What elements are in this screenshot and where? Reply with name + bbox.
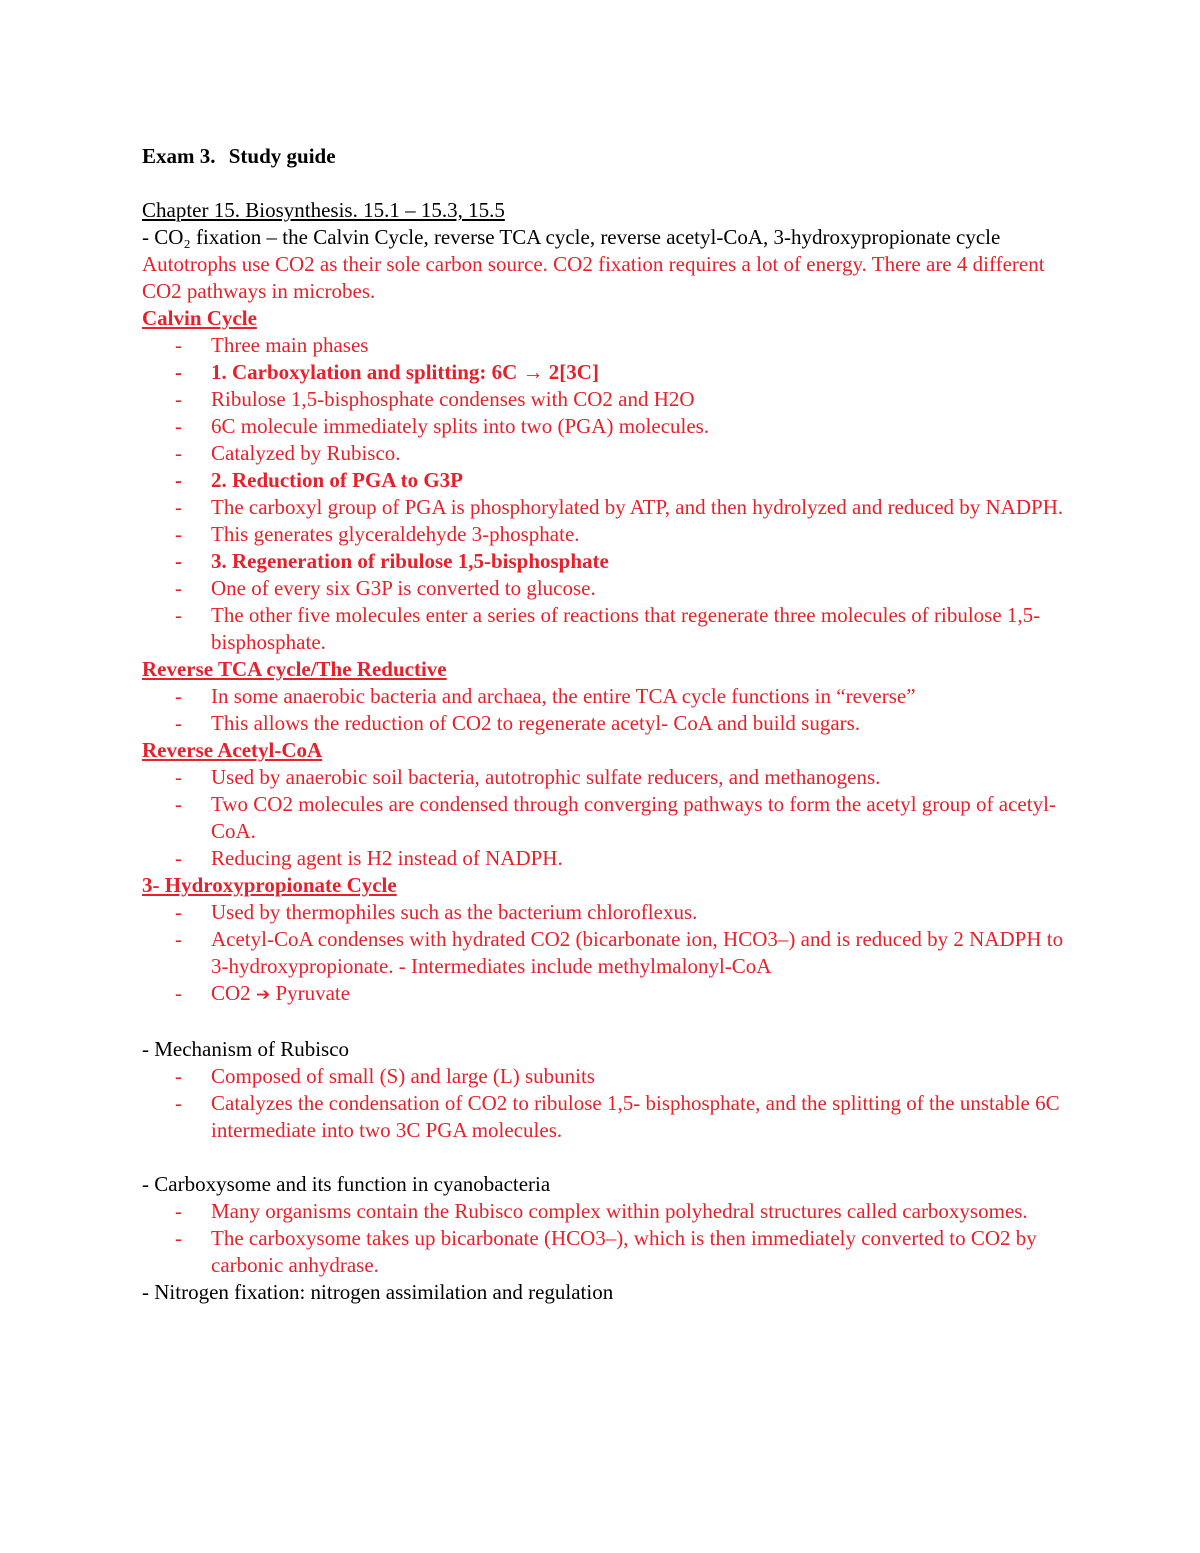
spacer bbox=[142, 1009, 1077, 1036]
list-item bbox=[142, 359, 1077, 386]
dash-bullet: - bbox=[175, 927, 182, 951]
nitrogen-fixation-topic: - Nitrogen fixation: nitrogen assimilation and regulation bbox=[142, 1280, 614, 1304]
dash-bullet: - bbox=[175, 603, 182, 627]
rubisco-list bbox=[142, 1063, 1077, 1144]
dash-bullet: - bbox=[175, 333, 182, 357]
list-item bbox=[142, 494, 1077, 521]
list-item-text: Three main phases bbox=[211, 333, 369, 357]
list-item-text: Used by thermophiles such as the bacterium chloroflexus. bbox=[211, 900, 698, 924]
dash-bullet: - bbox=[175, 441, 182, 465]
list-item-text: This allows the reduction of CO2 to regenerate acetyl- CoA and build sugars. bbox=[211, 711, 861, 735]
list-item bbox=[142, 386, 1077, 413]
phase-title: 1. Carboxylation and splitting: 6C → 2[3C] bbox=[211, 360, 599, 384]
list-item-text: Catalyzes the condensation of CO2 to ribulose 1,5- bisphosphate, and the splitting of the unstable 6C intermediate into two 3C PGA molecules. bbox=[211, 1091, 1060, 1142]
list-item bbox=[142, 332, 1077, 359]
list-item-text: Many organisms contain the Rubisco complex within polyhedral structures called carboxysomes. bbox=[211, 1199, 1028, 1223]
carboxysome-heading: - Carboxysome and its function in cyanobacteria bbox=[142, 1172, 551, 1196]
dash-bullet: - bbox=[175, 468, 182, 492]
dash-bullet: - bbox=[175, 414, 182, 438]
dash-bullet: - bbox=[175, 387, 182, 411]
list-item bbox=[142, 575, 1077, 602]
list-item bbox=[142, 467, 1077, 494]
dash-bullet: - bbox=[175, 684, 182, 708]
autotrophs-paragraph: Autotrophs use CO2 as their sole carbon source. CO2 fixation requires a lot of energy. There are 4 different CO2 pathways in microbes. bbox=[142, 252, 1045, 303]
list-item-text: In some anaerobic bacteria and archaea, the entire TCA cycle functions in “reverse” bbox=[211, 684, 916, 708]
list-item bbox=[142, 683, 1077, 710]
carboxysome-list bbox=[142, 1198, 1077, 1279]
hydroxypropionate-list bbox=[142, 899, 1077, 1009]
list-item-text: Catalyzed by Rubisco. bbox=[211, 441, 401, 465]
list-item bbox=[142, 764, 1077, 791]
dash-bullet: - bbox=[175, 900, 182, 924]
document-title bbox=[142, 143, 1077, 170]
reverse-tca-list bbox=[142, 683, 1077, 737]
dash-bullet: - bbox=[175, 1064, 182, 1088]
spacer bbox=[142, 1144, 1077, 1171]
list-item-text: This generates glyceraldehyde 3-phosphate. bbox=[211, 522, 580, 546]
list-item-text: Pyruvate bbox=[275, 981, 351, 1005]
reverse-acetyl-coa-heading: Reverse Acetyl-CoA bbox=[142, 738, 323, 762]
list-item bbox=[142, 710, 1077, 737]
dash-bullet: - bbox=[175, 576, 182, 600]
dash-bullet: - bbox=[175, 1199, 182, 1223]
dash-bullet: - bbox=[175, 360, 182, 384]
list-item-text: Acetyl-CoA condenses with hydrated CO2 (bicarbonate ion, HCO3–) and is reduced by 2 NADPH to 3-hydroxypropionate. - Intermediates include methylmalonyl-CoA bbox=[211, 927, 1064, 978]
reverse-acetyl-coa-list bbox=[142, 764, 1077, 872]
list-item-text: Reducing agent is H2 instead of NADPH. bbox=[211, 846, 563, 870]
list-item bbox=[142, 1225, 1077, 1279]
list-item-text: The carboxysome takes up bicarbonate (HCO3–), which is then immediately converted to CO2 by carbonic anhydrase. bbox=[211, 1226, 1037, 1277]
dash-bullet: - bbox=[175, 846, 182, 870]
list-item bbox=[142, 413, 1077, 440]
dash-bullet: - bbox=[175, 1091, 182, 1115]
list-item-text: Used by anaerobic soil bacteria, autotrophic sulfate reducers, and methanogens. bbox=[211, 765, 881, 789]
list-item-text: 6C molecule immediately splits into two (PGA) molecules. bbox=[211, 414, 710, 438]
list-item bbox=[142, 1063, 1077, 1090]
list-item-text: Two CO2 molecules are condensed through converging pathways to form the acetyl group of acetyl-CoA. bbox=[211, 792, 1056, 843]
dash-bullet: - bbox=[175, 765, 182, 789]
dash-bullet: - bbox=[175, 549, 182, 573]
list-item bbox=[142, 440, 1077, 467]
title-exam: Exam 3. bbox=[142, 144, 216, 168]
list-item bbox=[142, 899, 1077, 926]
list-item bbox=[142, 791, 1077, 845]
list-item-text: The carboxyl group of PGA is phosphorylated by ATP, and then hydrolyzed and reduced by NADPH. bbox=[211, 495, 1064, 519]
list-item-text: One of every six G3P is converted to glucose. bbox=[211, 576, 596, 600]
list-item-text: CO2 bbox=[211, 981, 251, 1005]
reverse-tca-heading: Reverse TCA cycle/The Reductive bbox=[142, 657, 447, 681]
calvin-cycle-heading: Calvin Cycle bbox=[142, 306, 257, 330]
list-item bbox=[142, 926, 1077, 980]
phase-title: 2. Reduction of PGA to G3P bbox=[211, 468, 463, 492]
dash-bullet: - bbox=[175, 1226, 182, 1250]
phase-title: 3. Regeneration of ribulose 1,5-bisphosphate bbox=[211, 549, 609, 573]
chapter-heading: Chapter 15. Biosynthesis. 15.1 – 15.3, 15.5 bbox=[142, 198, 505, 222]
dash-bullet: - bbox=[175, 792, 182, 816]
dash-bullet: - bbox=[175, 495, 182, 519]
list-item bbox=[142, 1090, 1077, 1144]
title-study-guide: Study guide bbox=[228, 144, 336, 168]
co2-fixation-topic: - CO₂ fixation – the Calvin Cycle, reverse TCA cycle, reverse acetyl-CoA, 3-hydroxypropionate cycle bbox=[142, 225, 1001, 249]
list-item bbox=[142, 845, 1077, 872]
list-item bbox=[142, 602, 1077, 656]
list-item bbox=[142, 1198, 1077, 1225]
dash-bullet: - bbox=[175, 711, 182, 735]
rubisco-mechanism-heading: - Mechanism of Rubisco bbox=[142, 1037, 350, 1061]
list-item-text: Composed of small (S) and large (L) subunits bbox=[211, 1064, 595, 1088]
calvin-cycle-list bbox=[142, 332, 1077, 656]
list-item-text: Ribulose 1,5-bisphosphate condenses with CO2 and H2O bbox=[211, 387, 695, 411]
list-item bbox=[142, 980, 1077, 1009]
list-item bbox=[142, 521, 1077, 548]
arrow-right-icon: ➔ bbox=[255, 985, 271, 1005]
list-item bbox=[142, 548, 1077, 575]
hydroxypropionate-heading: 3- Hydroxypropionate Cycle bbox=[142, 873, 397, 897]
dash-bullet: - bbox=[175, 522, 182, 546]
dash-bullet: - bbox=[175, 981, 182, 1005]
document-page bbox=[142, 143, 1077, 1306]
list-item-text: The other five molecules enter a series of reactions that regenerate three molecules of ribulose 1,5-bisphosphate. bbox=[211, 603, 1041, 654]
